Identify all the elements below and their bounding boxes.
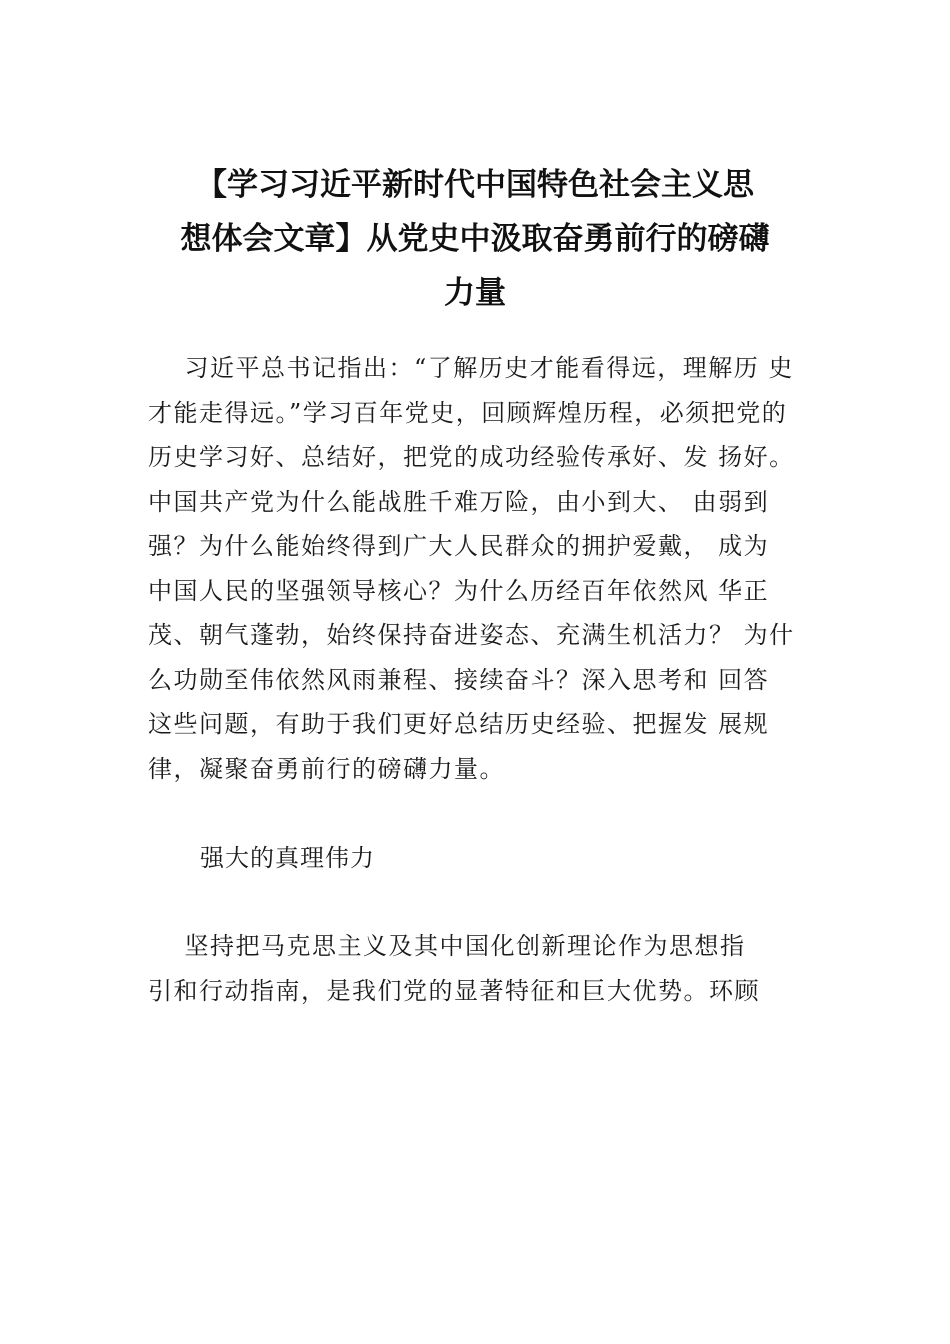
title-line: 想体会文章】从党史中汲取奋勇前行的磅礴 (180, 221, 770, 257)
text-line: 茂、朝气蓬勃，始终保持奋进姿态、充满生机活力？ 为什 (148, 621, 795, 649)
paragraph-section (148, 924, 848, 1013)
paragraph-intro (148, 346, 848, 791)
text-line: 中国共产党为什么能战胜千难万险，由小到大、 由弱到 (148, 487, 770, 516)
text-line: 这些问题，有助于我们更好总结历史经验、把握发 展规 (148, 710, 770, 738)
title-line: 【学习习近平新时代中国特色社会主义思 (196, 167, 754, 203)
text-line: 律，凝聚奋勇前行的磅礴力量。 (148, 754, 505, 783)
text-line: 引和行动指南，是我们党的显著特征和巨大优势。环顾 (148, 976, 760, 1005)
title-line: 力量 (444, 275, 506, 311)
text-line: 坚持把马克思主义及其中国化创新理论作为思想指 (148, 932, 746, 960)
text-line: 历史学习好、总结好，把党的成功经验传承好、发 扬好。 (148, 443, 795, 471)
text-line: 么功勋至伟依然风雨兼程、接续奋斗？深入思考和 回答 (148, 665, 770, 694)
text-line: 中国人民的坚强领导核心？为什么历经百年依然风 华正 (148, 576, 770, 605)
text-line: 强？为什么能始终得到广大人民群众的拥护爱戴， 成为 (148, 532, 770, 560)
document-title (130, 158, 820, 320)
text-line: 才能走得远。”学习百年党史，回顾辉煌历程，必须把党的 (148, 398, 788, 427)
text-line: 习近平总书记指出：“了解历史才能看得远，理解历 史 (148, 354, 794, 382)
section-heading: 强大的真理伟力 (200, 844, 375, 872)
